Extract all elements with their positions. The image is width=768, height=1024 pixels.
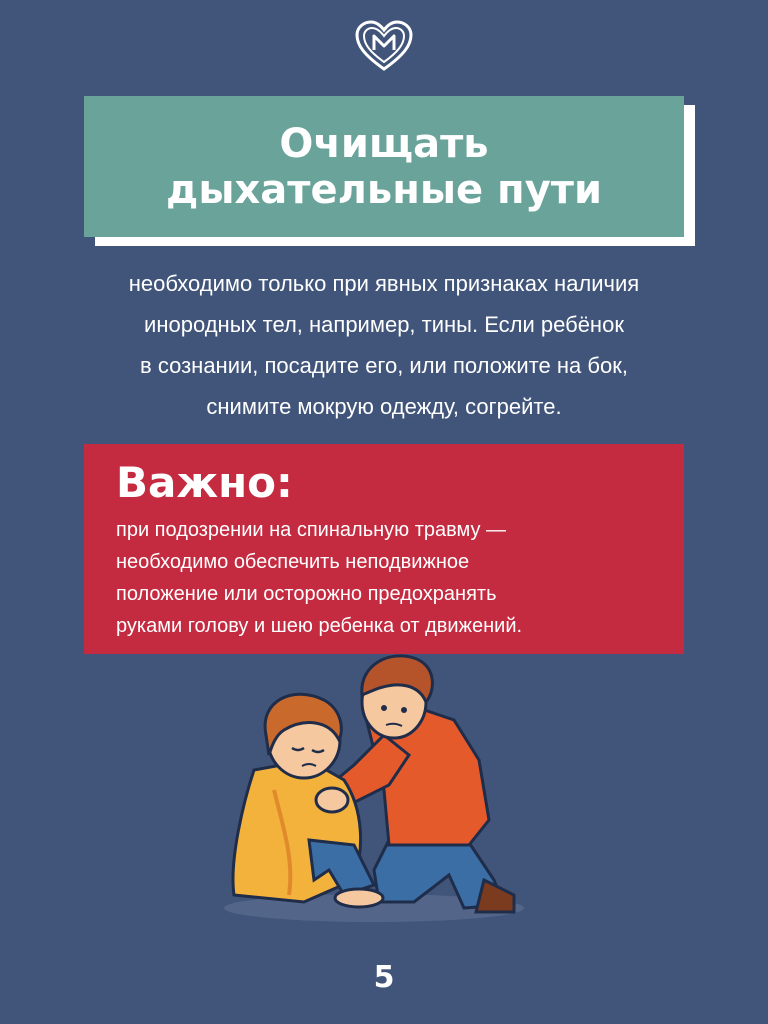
alert-text xyxy=(116,514,676,642)
adult-shoe xyxy=(476,880,514,912)
page-title-line-2: дыхательные пути xyxy=(166,166,602,213)
body-paragraph xyxy=(40,263,728,427)
body-line: необходимо только при явных признаках наличия xyxy=(128,271,640,296)
title-box xyxy=(84,96,684,237)
body-line: снимите мокрую одежду, согрейте. xyxy=(206,394,562,419)
alert-title: Важно: xyxy=(116,458,293,507)
alert-line: при подозрении на спинальную травму — xyxy=(116,519,507,541)
alert-line: положение или осторожно предохранять xyxy=(116,583,497,605)
body-line: в сознании, посадите его, или положите на бок, xyxy=(140,353,628,378)
page-number: 5 xyxy=(373,960,395,995)
child-foot xyxy=(335,889,383,907)
alert-line: руками голову и шею ребенка от движений. xyxy=(116,615,523,637)
page-title-line-1: Очищать xyxy=(279,120,489,167)
adult-eye xyxy=(381,705,387,711)
adult-hand xyxy=(316,788,348,812)
body-line: инородных тел, например, тины. Если ребёнок xyxy=(144,312,624,337)
heart-m-logo-icon xyxy=(354,20,414,72)
adult-eye xyxy=(401,707,407,713)
important-alert-box xyxy=(84,444,684,654)
adult-comforting-child-in-blanket-illustration xyxy=(214,640,534,930)
alert-line: необходимо обеспечить неподвижное xyxy=(116,551,470,573)
